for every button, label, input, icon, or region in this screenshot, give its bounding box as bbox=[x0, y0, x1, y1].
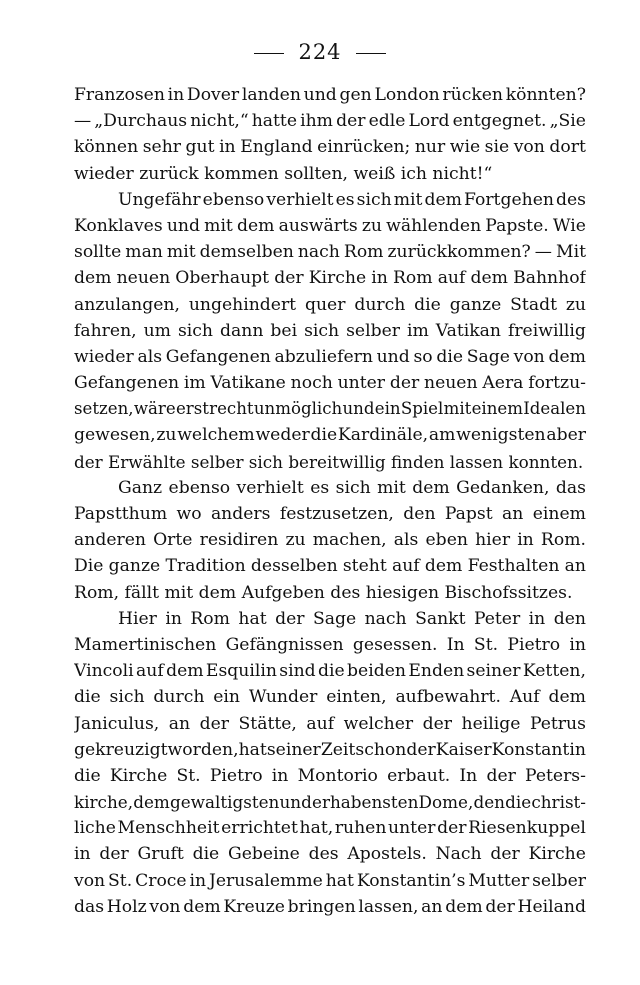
text-line: Vincoli auf dem Esquilin sind die beiden Enden seiner Ketten, bbox=[74, 661, 586, 682]
text-line: Papstthum wo anders festzusetzen, den Papst an einem bbox=[74, 504, 586, 524]
text-line: anderen Orte residiren zu machen, als eben hier in Rom. bbox=[74, 530, 586, 551]
page-number: 224 bbox=[298, 40, 342, 64]
text-line: liche Menschheit errichtet hat, ruhen unter der Riesenkuppel bbox=[74, 818, 586, 839]
text-line: — „Durchaus nicht,“ hatte ihm der edle Lord entgegnet. „Sie bbox=[74, 111, 586, 132]
text-line: die sich durch ein Wunder einten, aufbewahrt. Auf dem bbox=[74, 687, 586, 708]
text-line: Franzosen in Dover landen und gen London rücken könnten? bbox=[74, 85, 586, 105]
body-text bbox=[74, 82, 586, 920]
text-line: wieder zurück kommen sollten, weiß ich nicht!“ bbox=[74, 163, 493, 184]
text-line: Hier in Rom hat der Sage nach Sankt Peter in den bbox=[118, 608, 586, 629]
text-line: gewesen, zu welchem weder die Kardinäle, am wenigsten aber bbox=[74, 425, 586, 446]
text-line: sollte man mit demselben nach Rom zurückkommen? — Mit bbox=[74, 242, 586, 263]
text-line: von St. Croce in Jerusalemme hat Konstantin’s Mutter selber bbox=[74, 870, 586, 891]
text-line: Ungefähr ebenso verhielt es sich mit dem Fortgehen des bbox=[118, 189, 586, 210]
header-dash-left bbox=[254, 53, 284, 54]
text-line: wieder als Gefangenen abzuliefern und so die Sage von dem bbox=[74, 346, 586, 367]
header-dash-right bbox=[356, 53, 386, 54]
text-line: Rom, fällt mit dem Aufgeben des hiesigen Bischofssitzes. bbox=[74, 582, 573, 603]
text-line: in der Gruft die Gebeine des Apostels. Nach der Kirche bbox=[74, 844, 586, 865]
text-line: Mamertinischen Gefängnissen gesessen. In St. Pietro in bbox=[74, 634, 586, 655]
text-line: können sehr gut in England einrücken; nur wie sie von dort bbox=[74, 137, 586, 158]
text-line: Die ganze Tradition desselben steht auf dem Festhalten an bbox=[74, 556, 586, 577]
text-line: gekreuzigt worden, hat seiner Zeit schon der Kaiser Konstantin bbox=[74, 739, 586, 760]
text-line: Konklaves und mit dem auswärts zu wählenden Papste. Wie bbox=[74, 215, 586, 236]
text-line: dem neuen Oberhaupt der Kirche in Rom auf dem Bahnhof bbox=[74, 268, 586, 289]
text-line: Janiculus, an der Stätte, auf welcher der heilige Petrus bbox=[74, 713, 586, 734]
text-line: das Holz von dem Kreuze bringen lassen, an dem der Heiland bbox=[74, 896, 586, 917]
page-header bbox=[0, 40, 640, 64]
text-line: kirche, dem gewaltigsten und erhabensten Dome, den die christ- bbox=[74, 792, 586, 813]
text-line: Ganz ebenso verhielt es sich mit dem Gedanken, das bbox=[118, 477, 586, 498]
text-line: die Kirche St. Pietro in Montorio erbaut. In der Peters- bbox=[74, 765, 586, 786]
text-line: Gefangenen im Vatikane noch unter der neuen Aera fortzu- bbox=[74, 373, 586, 394]
text-line: fahren, um sich dann bei sich selber im Vatikan freiwillig bbox=[74, 320, 586, 341]
text-line: der Erwählte selber sich bereitwillig finden lassen konnten. bbox=[74, 451, 584, 472]
text-line: setzen, wäre erst recht unmöglich und ein Spiel mit einem Idealen bbox=[74, 399, 586, 419]
text-line: anzulangen, ungehindert quer durch die ganze Stadt zu bbox=[74, 294, 586, 315]
